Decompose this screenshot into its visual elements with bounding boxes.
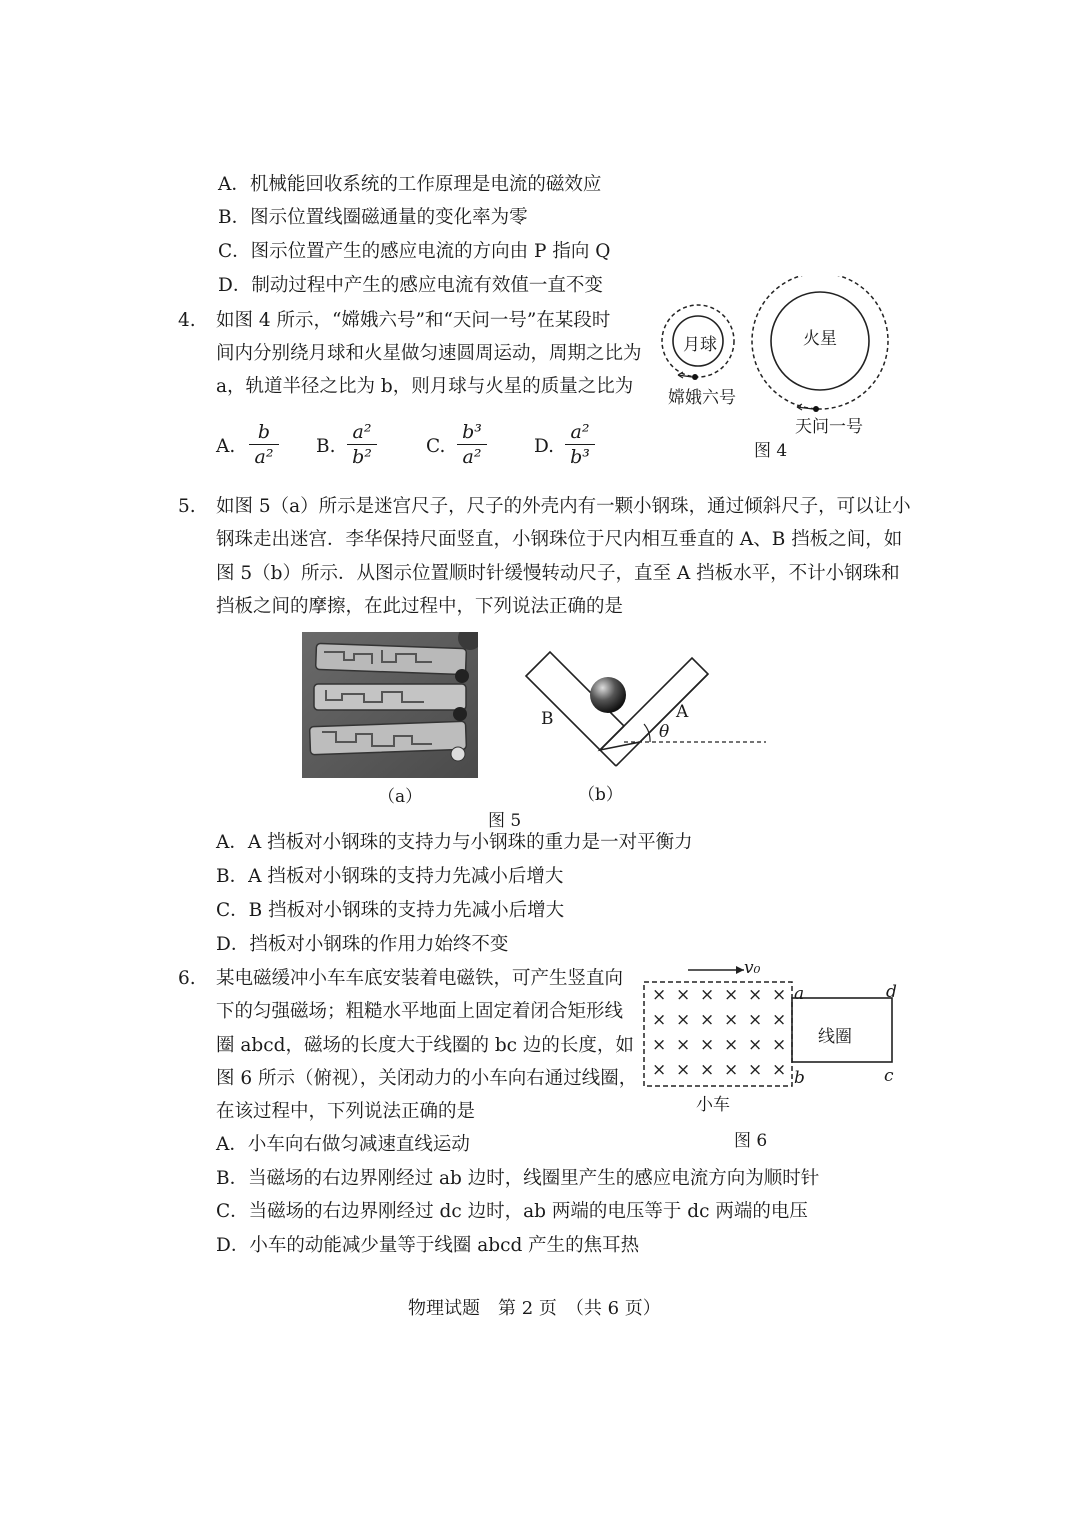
q4-choice-a-label: A. xyxy=(216,436,236,457)
q6-option-a: A．小车向右做匀减速直线运动 xyxy=(216,1134,470,1155)
mars-label: 火星 xyxy=(803,329,837,349)
coil-label: 线圈 xyxy=(818,1027,852,1047)
probe2-label: 天问一号 xyxy=(795,417,863,437)
q3-option-b: B．图示位置线圈磁通量的变化率为零 xyxy=(218,207,528,228)
field-cross: × xyxy=(652,1010,667,1030)
moon-label: 月球 xyxy=(683,335,717,355)
q6-stem-line2: 下的匀强磁场；粗糙水平地面上固定着闭合矩形线 xyxy=(216,1001,624,1022)
q5-stem-line2: 钢珠走出迷宫．李华保持尺面竖直，小钢珠位于尺内相互垂直的 A、B 挡板之间，如 xyxy=(216,529,903,550)
q5-stem-line1: 如图 5（a）所示是迷宫尺子，尺子的外壳内有一颗小钢珠，通过倾斜尺子，可以让小 xyxy=(216,496,911,517)
steel-ball-1 xyxy=(455,669,469,683)
q6-number: 6. xyxy=(178,968,196,989)
q4-choice-a-num: b xyxy=(257,421,271,443)
q4-choice-d-label: D. xyxy=(534,436,555,457)
steel-ball-3 xyxy=(451,747,465,761)
page-footer: 物理试题 第 2 页 （共 6 页） xyxy=(408,1298,661,1319)
q4-choice-b-den: b² xyxy=(352,446,372,468)
figure-5a-label: （a） xyxy=(378,787,423,807)
steel-ball-2 xyxy=(453,707,467,721)
q3-option-c: C．图示位置产生的感应电流的方向由 P 指向 Q xyxy=(218,241,611,262)
field-cross: × xyxy=(772,1035,787,1055)
q6-stem-line1: 某电磁缓冲小车车底安装着电磁铁，可产生竖直向 xyxy=(216,968,624,989)
figure-5a-photo xyxy=(302,632,478,778)
field-cross: × xyxy=(748,1035,763,1055)
q4-choice-c-fraction xyxy=(456,420,488,469)
velocity-label: v₀ xyxy=(744,958,761,978)
q6-option-c: C．当磁场的右边界刚经过 dc 边时，ab 两端的电压等于 dc 两端的电压 xyxy=(216,1201,808,1222)
figure-5b-diagram xyxy=(512,632,772,772)
field-cross: × xyxy=(676,985,691,1005)
field-crosses xyxy=(652,985,786,1080)
figure-6 xyxy=(636,962,906,1092)
q4-choice-d-den: b³ xyxy=(570,446,590,468)
angle-theta-label: θ xyxy=(659,722,670,742)
field-cross: × xyxy=(772,985,787,1005)
field-cross: × xyxy=(772,1060,787,1080)
q5-option-b: B．A 挡板对小钢珠的支持力先减小后增大 xyxy=(216,866,564,887)
field-cross: × xyxy=(724,1060,739,1080)
probe1-label: 嫦娥六号 xyxy=(668,388,736,408)
steel-ball xyxy=(590,677,626,713)
field-cross: × xyxy=(652,985,667,1005)
q4-choice-c-label: C. xyxy=(426,436,446,457)
field-cross: × xyxy=(748,1010,763,1030)
figure-6-caption: 图 6 xyxy=(734,1131,768,1151)
q3-option-a: A．机械能回收系统的工作原理是电流的磁效应 xyxy=(218,174,602,195)
q4-choice-b-fraction xyxy=(346,420,378,469)
q4-stem-line2: 间内分别绕月球和火星做匀速圆周运动，周期之比为 xyxy=(216,343,642,364)
field-cross: × xyxy=(748,1060,763,1080)
q5-stem-line4: 挡板之间的摩擦，在此过程中，下列说法正确的是 xyxy=(216,596,624,617)
field-cross: × xyxy=(652,1035,667,1055)
figure-5-caption: 图 5 xyxy=(488,811,522,831)
q4-choice-b-num: a² xyxy=(352,421,372,443)
field-cross: × xyxy=(700,1010,715,1030)
q6-stem-line5: 在该过程中，下列说法正确的是 xyxy=(216,1101,476,1122)
figure-4-caption: 图 4 xyxy=(754,441,788,461)
corner-b-label: b xyxy=(794,1068,805,1088)
board-B-label: B xyxy=(541,709,554,729)
field-cross: × xyxy=(772,1010,787,1030)
q4-choice-a-fraction xyxy=(248,420,280,469)
probe1-dot xyxy=(692,374,698,380)
corner-a-label: a xyxy=(794,984,805,1004)
field-cross: × xyxy=(724,985,739,1005)
maze-ruler-3 xyxy=(310,721,467,754)
q4-number: 4. xyxy=(178,310,196,331)
q5-stem-line3: 图 5（b）所示．从图示位置顺时针缓慢转动尺子，直至 A 挡板水平，不计小钢珠和 xyxy=(216,563,900,584)
field-cross: × xyxy=(700,1060,715,1080)
q5-number: 5. xyxy=(178,496,196,517)
q6-option-d: D．小车的动能减少量等于线圈 abcd 产生的焦耳热 xyxy=(216,1235,640,1256)
q5-option-c: C．B 挡板对小钢珠的支持力先减小后增大 xyxy=(216,900,565,921)
board-A-label: A xyxy=(676,702,689,722)
q4-choice-b-label: B. xyxy=(316,436,336,457)
q5-option-d: D．挡板对小钢珠的作用力始终不变 xyxy=(216,934,509,955)
q4-choice-c-num: b³ xyxy=(462,421,482,443)
field-cross: × xyxy=(700,1035,715,1055)
q3-option-d: D．制动过程中产生的感应电流有效值一直不变 xyxy=(218,275,603,296)
field-cross: × xyxy=(676,1035,691,1055)
corner-c-label: c xyxy=(884,1066,894,1086)
field-cross: × xyxy=(676,1010,691,1030)
figure-5b-label: （b） xyxy=(578,785,623,805)
q4-choice-c-den: a² xyxy=(462,446,482,468)
corner-d-label: d xyxy=(886,982,897,1002)
q4-choice-d-num: a² xyxy=(570,421,590,443)
field-cross: × xyxy=(652,1060,667,1080)
q6-stem-line3: 圈 abcd，磁场的长度大于线圈的 bc 边的长度，如 xyxy=(216,1035,634,1056)
q4-stem-line1: 如图 4 所示，“嫦娥六号”和“天问一号”在某段时 xyxy=(216,310,611,331)
q4-choice-d-fraction xyxy=(564,420,596,469)
field-cross: × xyxy=(700,985,715,1005)
q4-stem-line3: a，轨道半径之比为 b，则月球与火星的质量之比为 xyxy=(216,376,634,397)
field-cross: × xyxy=(724,1035,739,1055)
field-cross: × xyxy=(676,1060,691,1080)
q6-stem-line4: 图 6 所示（俯视），关闭动力的小车向右通过线圈， xyxy=(216,1068,638,1089)
q5-option-a: A．A 挡板对小钢珠的支持力与小钢珠的重力是一对平衡力 xyxy=(216,832,693,853)
field-cross: × xyxy=(724,1010,739,1030)
maze-ruler-2 xyxy=(314,684,466,710)
maze-ruler-1 xyxy=(316,643,467,674)
q6-option-b: B．当磁场的右边界刚经过 ab 边时，线圈里产生的感应电流方向为顺时针 xyxy=(216,1168,820,1189)
q4-choice-a-den: a² xyxy=(254,446,274,468)
car-label: 小车 xyxy=(696,1095,730,1115)
field-cross: × xyxy=(748,985,763,1005)
